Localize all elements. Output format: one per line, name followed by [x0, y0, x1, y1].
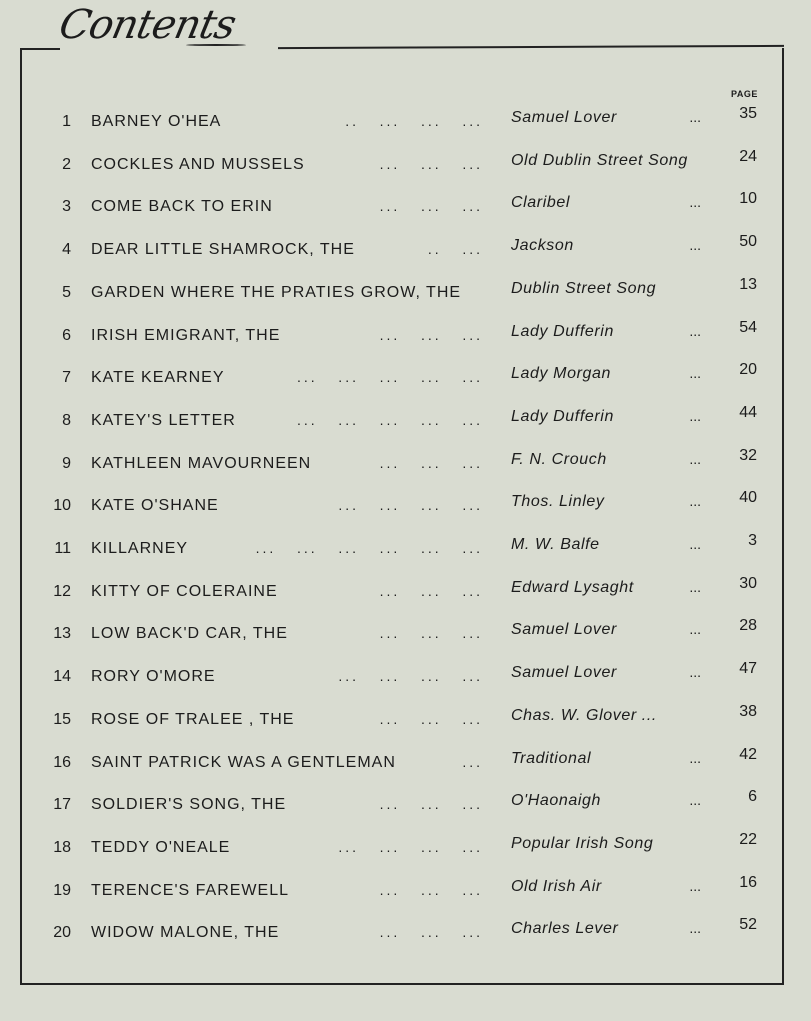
song-author: Samuel Lover — [511, 109, 617, 126]
entry-number: 12 — [53, 582, 71, 600]
entry-number: 15 — [53, 710, 71, 728]
leader-dots: ... ... ... ... — [338, 497, 483, 514]
page-number: 40 — [739, 489, 757, 507]
page-number: 30 — [739, 574, 757, 592]
author-group — [511, 916, 757, 938]
page-number: 44 — [739, 403, 757, 421]
author-group — [511, 489, 757, 511]
song-author: Jackson — [511, 237, 574, 255]
title-group — [91, 369, 483, 387]
leader-dots: ... — [689, 792, 701, 809]
song-author: Chas. W. Glover ... — [511, 706, 657, 724]
song-title: DEAR LITTLE SHAMROCK, THE — [91, 241, 355, 259]
list-item — [0, 617, 811, 655]
list-item — [0, 489, 811, 527]
list-item — [0, 105, 811, 143]
page-number: 3 — [748, 532, 757, 549]
leader-dots: ... ... ... — [379, 582, 483, 599]
leader-dots: ... ... ... — [379, 625, 483, 642]
leader-dots: ... — [689, 621, 701, 638]
page-number: 20 — [739, 361, 757, 379]
song-title: COME BACK TO ERIN — [91, 198, 273, 216]
page-number: 35 — [739, 105, 757, 122]
song-title: SOLDIER'S SONG, THE — [91, 796, 287, 814]
page-title: Contents — [55, 2, 240, 48]
song-title: GARDEN WHERE THE PRATIES GROW, THE — [91, 283, 462, 301]
song-author: Edward Lysaght — [511, 578, 634, 596]
leader-dots: ... ... ... — [379, 326, 483, 343]
leader-dots: ... ... ... ... ... ... — [255, 540, 483, 556]
title-group — [91, 882, 483, 900]
entry-number: 18 — [53, 838, 71, 856]
page-number: 13 — [739, 275, 757, 293]
page-number: 50 — [739, 233, 757, 251]
author-group — [511, 574, 757, 597]
list-item — [0, 361, 811, 399]
title-group — [91, 198, 483, 216]
song-title: RORY O'MORE — [91, 668, 216, 686]
leader-dots: ... ... ... — [379, 924, 483, 941]
title-group — [91, 625, 483, 643]
entry-number: 17 — [53, 796, 71, 814]
list-item — [0, 190, 811, 228]
author-group — [511, 660, 757, 682]
song-author: M. W. Balfe — [511, 536, 600, 553]
list-item — [0, 574, 811, 613]
page-number: 38 — [739, 702, 757, 720]
song-author: Lady Dufferin — [511, 322, 614, 340]
song-author: Lady Dufferin — [511, 407, 614, 425]
page-number: 47 — [739, 660, 757, 678]
list-item — [0, 916, 811, 954]
leader-dots: ... ... ... — [379, 796, 483, 813]
author-group — [511, 788, 757, 810]
song-title: KITTY OF COLERAINE — [91, 582, 278, 600]
song-author: Traditional — [511, 749, 592, 767]
song-author: Samuel Lover — [511, 621, 617, 639]
leader-dots: ... — [689, 493, 701, 510]
song-title: WIDOW MALONE, THE — [91, 924, 280, 942]
leader-dots: ... — [462, 753, 483, 770]
title-group — [91, 455, 483, 473]
author-group — [511, 446, 757, 469]
author-group — [511, 275, 757, 298]
title-group — [91, 113, 483, 131]
leader-dots: ... — [689, 237, 701, 254]
page-number: 28 — [739, 617, 757, 635]
entry-number: 16 — [53, 753, 71, 771]
author-group — [511, 147, 757, 170]
song-title: ROSE OF TRALEE , THE — [91, 710, 295, 728]
song-title: TERENCE'S FAREWELL — [91, 881, 289, 899]
author-group — [511, 702, 757, 725]
leader-dots: .. ... ... ... — [345, 113, 483, 129]
author-group — [511, 830, 757, 853]
page-number: 52 — [739, 916, 757, 934]
entry-number: 5 — [62, 283, 71, 301]
author-group — [511, 318, 757, 341]
entry-number: 20 — [53, 924, 71, 942]
song-title: LOW BACK'D CAR, THE — [91, 625, 288, 643]
title-group — [91, 796, 483, 814]
leader-dots: ... — [689, 920, 701, 937]
page-column-header: PAGE — [731, 89, 758, 99]
song-author: Lady Morgan — [511, 365, 611, 383]
leader-dots: ... — [689, 365, 701, 382]
author-group — [511, 105, 757, 127]
leader-dots: ... — [689, 450, 701, 467]
title-group — [91, 241, 483, 259]
song-author: F. N. Crouch — [511, 450, 607, 468]
list-item — [0, 745, 811, 784]
author-group — [511, 617, 757, 639]
leader-dots: .. ... — [427, 241, 483, 258]
list-item — [0, 660, 811, 698]
song-author: Samuel Lover — [511, 664, 617, 682]
page-number: 54 — [739, 318, 757, 336]
page-number: 10 — [739, 190, 757, 208]
leader-dots: ... ... ... — [379, 155, 483, 172]
song-author: Old Dublin Street Song — [511, 151, 688, 169]
list-item — [0, 873, 811, 912]
song-author: Old Irish Air — [511, 877, 602, 895]
song-author: Charles Lever — [511, 920, 619, 938]
leader-dots: ... ... ... ... ... — [296, 369, 483, 386]
page-number: 6 — [748, 788, 757, 806]
entry-number: 6 — [62, 326, 71, 344]
leader-dots: ... — [689, 536, 701, 552]
song-author: Thos. Linley — [511, 493, 605, 511]
song-author: Dublin Street Song — [511, 279, 657, 297]
song-title: SAINT PATRICK WAS A GENTLEMAN — [91, 753, 396, 771]
list-item — [0, 318, 811, 357]
page-number: 32 — [739, 446, 757, 464]
title-group — [91, 327, 483, 345]
author-group — [511, 403, 757, 426]
entry-number: 19 — [53, 881, 71, 899]
page-number: 22 — [739, 830, 757, 848]
song-title: IRISH EMIGRANT, THE — [91, 326, 281, 344]
list-item — [0, 532, 811, 570]
list-item — [0, 702, 811, 741]
list-item — [0, 446, 811, 485]
title-group — [91, 497, 483, 515]
entry-number: 13 — [53, 625, 71, 643]
title-group — [91, 156, 483, 174]
leader-dots: ... ... ... — [379, 198, 483, 215]
entry-number: 1 — [62, 113, 71, 130]
song-title: KATEY'S LETTER — [91, 411, 236, 429]
author-group — [511, 873, 757, 896]
leader-dots: ... ... ... — [379, 710, 483, 727]
title-group — [91, 924, 483, 942]
entry-number: 7 — [62, 369, 71, 387]
leader-dots: ... ... ... ... — [338, 838, 483, 855]
leader-dots: ... — [689, 109, 701, 125]
title-group — [91, 839, 483, 857]
song-title: COCKLES AND MUSSELS — [91, 155, 305, 173]
entry-number: 11 — [54, 540, 71, 557]
leader-dots: ... ... ... ... ... — [296, 411, 483, 428]
title-group — [91, 540, 483, 558]
entry-number: 8 — [62, 411, 71, 429]
leader-dots: ... ... ... ... — [338, 668, 483, 685]
song-title: BARNEY O'HEA — [91, 113, 222, 130]
list-item — [0, 788, 811, 826]
entry-number: 14 — [53, 668, 71, 686]
title-group — [91, 412, 483, 430]
title-group — [91, 754, 483, 772]
list-item — [0, 403, 811, 442]
author-group — [511, 361, 757, 383]
author-group — [511, 233, 757, 255]
list-item — [0, 830, 811, 869]
song-title: KATE O'SHANE — [91, 497, 219, 515]
title-group — [91, 284, 483, 302]
page-number: 16 — [739, 873, 757, 891]
song-title: KILLARNEY — [91, 540, 189, 557]
leader-dots: ... ... ... — [379, 454, 483, 471]
entry-number: 9 — [62, 454, 71, 472]
page-number: 24 — [739, 147, 757, 165]
song-author: Claribel — [511, 194, 571, 212]
song-title: TEDDY O'NEALE — [91, 838, 231, 856]
leader-dots: ... — [689, 407, 701, 424]
song-author: Popular Irish Song — [511, 834, 654, 852]
author-group — [511, 745, 757, 768]
leader-dots: ... — [689, 194, 701, 211]
entry-number: 3 — [62, 198, 71, 216]
title-group — [91, 668, 483, 686]
song-author: O'Haonaigh — [511, 792, 601, 810]
leader-dots: ... — [689, 749, 701, 766]
leader-dots: ... — [689, 322, 701, 339]
leader-dots: ... — [689, 664, 701, 681]
song-title: KATHLEEN MAVOURNEEN — [91, 454, 312, 472]
leader-dots: ... — [689, 877, 701, 894]
title-group — [91, 711, 483, 729]
leader-dots: ... — [689, 578, 701, 595]
list-item — [0, 275, 811, 314]
song-title: KATE KEARNEY — [91, 369, 225, 387]
title-group — [91, 583, 483, 601]
leader-dots: ... ... ... — [379, 881, 483, 898]
entry-number: 2 — [62, 155, 71, 173]
divider — [20, 48, 60, 50]
entry-number: 10 — [53, 497, 71, 515]
page-number: 42 — [739, 745, 757, 763]
list-item — [0, 233, 811, 271]
author-group — [511, 190, 757, 212]
list-item — [0, 147, 811, 186]
author-group — [511, 532, 757, 554]
title-swash — [186, 44, 246, 46]
entry-number: 4 — [62, 241, 71, 259]
